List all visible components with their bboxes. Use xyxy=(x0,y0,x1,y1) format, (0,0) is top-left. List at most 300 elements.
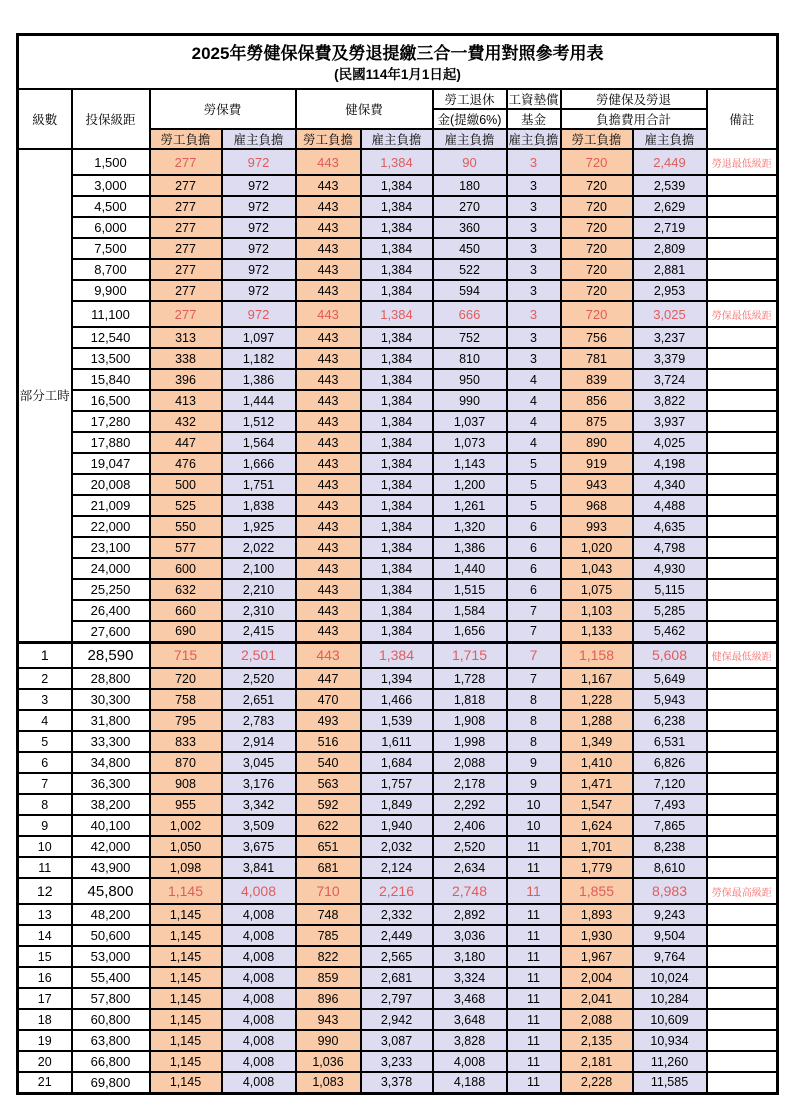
cell-health-employee: 443 xyxy=(296,642,361,668)
cell-health-employer: 1,849 xyxy=(361,794,433,815)
table-row xyxy=(18,327,778,348)
cell-labor-employee: 277 xyxy=(150,149,222,175)
cell-bracket: 45,800 xyxy=(72,878,150,904)
cell-health-employer: 1,384 xyxy=(361,537,433,558)
cell-remark xyxy=(707,857,778,878)
cell-wage-fund-employer: 6 xyxy=(507,537,561,558)
cell-bracket: 42,000 xyxy=(72,836,150,857)
cell-labor-employer: 2,783 xyxy=(222,710,296,731)
cell-bracket: 28,590 xyxy=(72,642,150,668)
cell-remark xyxy=(707,196,778,217)
col-header-total-employer: 雇主負擔 xyxy=(633,129,707,149)
cell-labor-employee: 277 xyxy=(150,259,222,280)
cell-health-employee: 443 xyxy=(296,453,361,474)
cell-total-employer: 2,881 xyxy=(633,259,707,280)
cell-total-employer: 4,798 xyxy=(633,537,707,558)
cell-remark xyxy=(707,474,778,495)
cell-labor-employee: 600 xyxy=(150,558,222,579)
cell-labor-employee: 1,145 xyxy=(150,1072,222,1093)
cell-bracket: 43,900 xyxy=(72,857,150,878)
cell-total-employee: 720 xyxy=(561,301,633,327)
cell-total-employer: 3,025 xyxy=(633,301,707,327)
cell-wage-fund-employer: 3 xyxy=(507,280,561,301)
cell-health-employer: 1,384 xyxy=(361,175,433,196)
col-header-remark: 備註 xyxy=(707,89,778,149)
cell-health-employer: 1,384 xyxy=(361,453,433,474)
cell-labor-employer: 3,342 xyxy=(222,794,296,815)
cell-total-employee: 1,103 xyxy=(561,600,633,621)
table-row xyxy=(18,904,778,925)
cell-labor-employee: 525 xyxy=(150,495,222,516)
cell-total-employee: 720 xyxy=(561,259,633,280)
cell-remark xyxy=(707,600,778,621)
cell-total-employer: 3,379 xyxy=(633,348,707,369)
cell-pension-employer: 2,088 xyxy=(433,752,507,773)
cell-level: 7 xyxy=(18,773,72,794)
cell-health-employee: 540 xyxy=(296,752,361,773)
cell-remark xyxy=(707,752,778,773)
cell-total-employee: 1,893 xyxy=(561,904,633,925)
cell-bracket: 24,000 xyxy=(72,558,150,579)
cell-bracket: 50,600 xyxy=(72,925,150,946)
cell-wage-fund-employer: 4 xyxy=(507,411,561,432)
cell-health-employee: 990 xyxy=(296,1030,361,1051)
cell-pension-employer: 2,292 xyxy=(433,794,507,815)
cell-health-employee: 443 xyxy=(296,175,361,196)
cell-bracket: 12,540 xyxy=(72,327,150,348)
cell-labor-employer: 3,841 xyxy=(222,857,296,878)
cell-total-employee: 720 xyxy=(561,149,633,175)
cell-bracket: 15,840 xyxy=(72,369,150,390)
cell-bracket: 33,300 xyxy=(72,731,150,752)
table-row xyxy=(18,558,778,579)
cell-bracket: 27,600 xyxy=(72,621,150,642)
table-row xyxy=(18,432,778,453)
col-header-wage-fund-line2: 基金 xyxy=(507,109,561,129)
cell-total-employer: 2,629 xyxy=(633,196,707,217)
table-row xyxy=(18,348,778,369)
cell-total-employee: 1,624 xyxy=(561,815,633,836)
table-row xyxy=(18,668,778,689)
cell-remark xyxy=(707,369,778,390)
cell-health-employee: 1,083 xyxy=(296,1072,361,1093)
cell-bracket: 28,800 xyxy=(72,668,150,689)
cell-pension-employer: 360 xyxy=(433,217,507,238)
cell-health-employee: 651 xyxy=(296,836,361,857)
cell-pension-employer: 1,261 xyxy=(433,495,507,516)
table-row xyxy=(18,878,778,904)
cell-total-employer: 7,865 xyxy=(633,815,707,836)
cell-bracket: 16,500 xyxy=(72,390,150,411)
cell-bracket: 31,800 xyxy=(72,710,150,731)
cell-pension-employer: 3,828 xyxy=(433,1030,507,1051)
cell-remark xyxy=(707,967,778,988)
cell-total-employer: 9,504 xyxy=(633,925,707,946)
cell-remark xyxy=(707,175,778,196)
cell-health-employer: 1,384 xyxy=(361,642,433,668)
cell-pension-employer: 4,188 xyxy=(433,1072,507,1093)
cell-total-employer: 4,635 xyxy=(633,516,707,537)
table-row xyxy=(18,301,778,327)
cell-wage-fund-employer: 11 xyxy=(507,904,561,925)
table-row xyxy=(18,579,778,600)
cell-bracket: 7,500 xyxy=(72,238,150,259)
cell-remark: 勞保最低級距 xyxy=(707,301,778,327)
cell-health-employee: 443 xyxy=(296,238,361,259)
cell-remark xyxy=(707,495,778,516)
cell-health-employer: 1,384 xyxy=(361,516,433,537)
cell-labor-employer: 1,666 xyxy=(222,453,296,474)
cell-pension-employer: 90 xyxy=(433,149,507,175)
cell-health-employer: 2,449 xyxy=(361,925,433,946)
cell-bracket: 11,100 xyxy=(72,301,150,327)
table-row xyxy=(18,836,778,857)
table-row xyxy=(18,495,778,516)
table-row xyxy=(18,1072,778,1093)
cell-labor-employee: 550 xyxy=(150,516,222,537)
table-row xyxy=(18,537,778,558)
cell-wage-fund-employer: 5 xyxy=(507,495,561,516)
col-header-total-employee: 勞工負擔 xyxy=(561,129,633,149)
cell-total-employer: 2,719 xyxy=(633,217,707,238)
cell-pension-employer: 1,818 xyxy=(433,689,507,710)
cell-pension-employer: 666 xyxy=(433,301,507,327)
cell-remark xyxy=(707,238,778,259)
cell-remark xyxy=(707,904,778,925)
cell-pension-employer: 1,908 xyxy=(433,710,507,731)
cell-total-employee: 1,288 xyxy=(561,710,633,731)
cell-wage-fund-employer: 3 xyxy=(507,238,561,259)
cell-labor-employer: 2,501 xyxy=(222,642,296,668)
table-row xyxy=(18,1009,778,1030)
cell-health-employer: 1,384 xyxy=(361,411,433,432)
cell-labor-employer: 2,415 xyxy=(222,621,296,642)
table-row xyxy=(18,689,778,710)
cell-pension-employer: 2,406 xyxy=(433,815,507,836)
cell-labor-employee: 500 xyxy=(150,474,222,495)
cell-total-employee: 756 xyxy=(561,327,633,348)
cell-labor-employee: 1,145 xyxy=(150,925,222,946)
cell-labor-employer: 3,509 xyxy=(222,815,296,836)
cell-bracket: 17,280 xyxy=(72,411,150,432)
cell-total-employer: 2,953 xyxy=(633,280,707,301)
cell-total-employee: 1,967 xyxy=(561,946,633,967)
cell-bracket: 21,009 xyxy=(72,495,150,516)
cell-pension-employer: 1,200 xyxy=(433,474,507,495)
cell-wage-fund-employer: 7 xyxy=(507,621,561,642)
table-row xyxy=(18,390,778,411)
cell-remark xyxy=(707,773,778,794)
table-row xyxy=(18,453,778,474)
table-row xyxy=(18,731,778,752)
cell-remark xyxy=(707,1072,778,1093)
cell-total-employer: 10,609 xyxy=(633,1009,707,1030)
cell-labor-employee: 1,145 xyxy=(150,878,222,904)
cell-total-employee: 720 xyxy=(561,238,633,259)
cell-labor-employer: 1,564 xyxy=(222,432,296,453)
table-body xyxy=(18,149,778,1093)
cell-labor-employee: 396 xyxy=(150,369,222,390)
cell-wage-fund-employer: 3 xyxy=(507,259,561,280)
cell-pension-employer: 950 xyxy=(433,369,507,390)
cell-labor-employer: 2,651 xyxy=(222,689,296,710)
cell-health-employee: 443 xyxy=(296,600,361,621)
cell-health-employer: 2,681 xyxy=(361,967,433,988)
cell-total-employee: 1,471 xyxy=(561,773,633,794)
cell-wage-fund-employer: 8 xyxy=(507,689,561,710)
cell-health-employer: 3,087 xyxy=(361,1030,433,1051)
cell-health-employee: 443 xyxy=(296,390,361,411)
cell-labor-employer: 1,512 xyxy=(222,411,296,432)
cell-remark xyxy=(707,259,778,280)
cell-health-employee: 443 xyxy=(296,579,361,600)
cell-health-employer: 2,332 xyxy=(361,904,433,925)
cell-labor-employer: 3,045 xyxy=(222,752,296,773)
table-row xyxy=(18,280,778,301)
cell-health-employee: 447 xyxy=(296,668,361,689)
cell-total-employee: 1,701 xyxy=(561,836,633,857)
cell-level: 4 xyxy=(18,710,72,731)
cell-remark xyxy=(707,794,778,815)
cell-wage-fund-employer: 5 xyxy=(507,453,561,474)
cell-remark xyxy=(707,710,778,731)
cell-bracket: 36,300 xyxy=(72,773,150,794)
cell-health-employee: 443 xyxy=(296,537,361,558)
cell-total-employer: 6,826 xyxy=(633,752,707,773)
cell-total-employee: 968 xyxy=(561,495,633,516)
cell-wage-fund-employer: 11 xyxy=(507,967,561,988)
cell-bracket: 63,800 xyxy=(72,1030,150,1051)
cell-total-employee: 1,075 xyxy=(561,579,633,600)
table-row xyxy=(18,259,778,280)
cell-level: 10 xyxy=(18,836,72,857)
cell-remark xyxy=(707,280,778,301)
cell-remark xyxy=(707,988,778,1009)
cell-pension-employer: 1,584 xyxy=(433,600,507,621)
cell-health-employer: 1,384 xyxy=(361,558,433,579)
cell-bracket: 40,100 xyxy=(72,815,150,836)
cell-wage-fund-employer: 11 xyxy=(507,836,561,857)
cell-labor-employee: 277 xyxy=(150,280,222,301)
cell-labor-employee: 795 xyxy=(150,710,222,731)
cell-bracket: 4,500 xyxy=(72,196,150,217)
cell-labor-employer: 1,386 xyxy=(222,369,296,390)
cell-labor-employee: 1,145 xyxy=(150,1009,222,1030)
cell-total-employer: 8,610 xyxy=(633,857,707,878)
cell-wage-fund-employer: 7 xyxy=(507,600,561,621)
cell-health-employer: 3,378 xyxy=(361,1072,433,1093)
cell-total-employer: 8,238 xyxy=(633,836,707,857)
cell-level: 21 xyxy=(18,1072,72,1093)
cell-remark xyxy=(707,558,778,579)
cell-health-employer: 1,384 xyxy=(361,390,433,411)
cell-labor-employee: 1,145 xyxy=(150,1051,222,1072)
cell-health-employer: 1,384 xyxy=(361,149,433,175)
cell-labor-employer: 2,100 xyxy=(222,558,296,579)
cell-total-employee: 1,167 xyxy=(561,668,633,689)
cell-bracket: 22,000 xyxy=(72,516,150,537)
table-row xyxy=(18,474,778,495)
cell-labor-employer: 2,310 xyxy=(222,600,296,621)
cell-bracket: 53,000 xyxy=(72,946,150,967)
cell-total-employer: 7,493 xyxy=(633,794,707,815)
cell-health-employee: 443 xyxy=(296,516,361,537)
cell-health-employee: 681 xyxy=(296,857,361,878)
cell-total-employer: 6,238 xyxy=(633,710,707,731)
cell-total-employer: 11,260 xyxy=(633,1051,707,1072)
cell-wage-fund-employer: 3 xyxy=(507,217,561,238)
cell-pension-employer: 3,324 xyxy=(433,967,507,988)
cell-pension-employer: 3,468 xyxy=(433,988,507,1009)
cell-remark xyxy=(707,453,778,474)
cell-pension-employer: 270 xyxy=(433,196,507,217)
cell-health-employee: 443 xyxy=(296,327,361,348)
cell-wage-fund-employer: 6 xyxy=(507,558,561,579)
cell-labor-employee: 715 xyxy=(150,642,222,668)
cell-total-employee: 856 xyxy=(561,390,633,411)
table-title-cell xyxy=(18,35,778,90)
table-row xyxy=(18,815,778,836)
cell-labor-employer: 4,008 xyxy=(222,967,296,988)
cell-remark xyxy=(707,432,778,453)
col-header-level: 級數 xyxy=(18,89,72,149)
cell-health-employer: 3,233 xyxy=(361,1051,433,1072)
cell-total-employer: 5,462 xyxy=(633,621,707,642)
cell-bracket: 8,700 xyxy=(72,259,150,280)
cell-labor-employee: 870 xyxy=(150,752,222,773)
cell-health-employee: 1,036 xyxy=(296,1051,361,1072)
cell-remark xyxy=(707,836,778,857)
cell-labor-employee: 313 xyxy=(150,327,222,348)
cell-bracket: 25,250 xyxy=(72,579,150,600)
cell-health-employee: 470 xyxy=(296,689,361,710)
cell-total-employee: 1,855 xyxy=(561,878,633,904)
cell-bracket: 34,800 xyxy=(72,752,150,773)
cell-bracket: 26,400 xyxy=(72,600,150,621)
cell-total-employee: 1,349 xyxy=(561,731,633,752)
cell-labor-employer: 972 xyxy=(222,301,296,327)
cell-remark: 勞退最低級距 xyxy=(707,149,778,175)
cell-total-employer: 3,724 xyxy=(633,369,707,390)
cell-remark xyxy=(707,390,778,411)
cell-labor-employee: 1,145 xyxy=(150,988,222,1009)
cell-bracket: 23,100 xyxy=(72,537,150,558)
cell-total-employer: 9,243 xyxy=(633,904,707,925)
cell-remark xyxy=(707,621,778,642)
cell-total-employee: 890 xyxy=(561,432,633,453)
cell-total-employee: 1,779 xyxy=(561,857,633,878)
cell-bracket: 55,400 xyxy=(72,967,150,988)
cell-total-employer: 6,531 xyxy=(633,731,707,752)
table-row xyxy=(18,1051,778,1072)
cell-total-employee: 720 xyxy=(561,196,633,217)
table-row xyxy=(18,988,778,1009)
cell-labor-employee: 413 xyxy=(150,390,222,411)
cell-health-employee: 443 xyxy=(296,149,361,175)
cell-labor-employee: 277 xyxy=(150,238,222,259)
cell-total-employee: 720 xyxy=(561,280,633,301)
cell-pension-employer: 3,180 xyxy=(433,946,507,967)
col-header-pension-employer: 雇主負擔 xyxy=(433,129,507,149)
cell-total-employer: 8,983 xyxy=(633,878,707,904)
cell-health-employer: 2,032 xyxy=(361,836,433,857)
cell-labor-employee: 632 xyxy=(150,579,222,600)
cell-total-employee: 781 xyxy=(561,348,633,369)
cell-wage-fund-employer: 3 xyxy=(507,301,561,327)
cell-labor-employee: 1,002 xyxy=(150,815,222,836)
cell-pension-employer: 3,648 xyxy=(433,1009,507,1030)
cell-health-employee: 443 xyxy=(296,259,361,280)
cell-health-employer: 1,384 xyxy=(361,474,433,495)
table-row xyxy=(18,773,778,794)
cell-wage-fund-employer: 6 xyxy=(507,579,561,600)
cell-bracket: 57,800 xyxy=(72,988,150,1009)
cell-wage-fund-employer: 11 xyxy=(507,946,561,967)
col-header-labor-insurance: 勞保費 xyxy=(150,89,296,129)
col-header-pension-line2: 金(提繳6%) xyxy=(433,109,507,129)
cell-labor-employee: 277 xyxy=(150,175,222,196)
cell-wage-fund-employer: 10 xyxy=(507,815,561,836)
cell-remark: 勞保最高級距 xyxy=(707,878,778,904)
cell-labor-employer: 972 xyxy=(222,259,296,280)
cell-bracket: 48,200 xyxy=(72,904,150,925)
cell-level: 16 xyxy=(18,967,72,988)
cell-total-employer: 9,764 xyxy=(633,946,707,967)
cell-wage-fund-employer: 11 xyxy=(507,857,561,878)
cell-labor-employer: 972 xyxy=(222,196,296,217)
cell-health-employer: 1,384 xyxy=(361,432,433,453)
cell-labor-employer: 972 xyxy=(222,217,296,238)
table-row xyxy=(18,600,778,621)
cell-wage-fund-employer: 11 xyxy=(507,925,561,946)
cell-health-employee: 443 xyxy=(296,348,361,369)
cell-level: 17 xyxy=(18,988,72,1009)
cell-labor-employee: 1,050 xyxy=(150,836,222,857)
cell-pension-employer: 2,748 xyxy=(433,878,507,904)
cell-pension-employer: 1,656 xyxy=(433,621,507,642)
cell-total-employer: 3,237 xyxy=(633,327,707,348)
cell-total-employee: 993 xyxy=(561,516,633,537)
fee-reference-table xyxy=(16,33,779,1095)
col-header-health-employer: 雇主負擔 xyxy=(361,129,433,149)
col-header-wage-fund-employer: 雇主負擔 xyxy=(507,129,561,149)
cell-labor-employer: 1,097 xyxy=(222,327,296,348)
cell-labor-employer: 1,182 xyxy=(222,348,296,369)
cell-wage-fund-employer: 9 xyxy=(507,752,561,773)
table-row xyxy=(18,369,778,390)
cell-total-employer: 4,025 xyxy=(633,432,707,453)
cell-total-employer: 10,284 xyxy=(633,988,707,1009)
cell-total-employee: 1,133 xyxy=(561,621,633,642)
cell-total-employee: 875 xyxy=(561,411,633,432)
cell-pension-employer: 2,634 xyxy=(433,857,507,878)
cell-total-employee: 2,228 xyxy=(561,1072,633,1093)
cell-health-employer: 1,940 xyxy=(361,815,433,836)
cell-level: 11 xyxy=(18,857,72,878)
cell-level: 5 xyxy=(18,731,72,752)
cell-wage-fund-employer: 4 xyxy=(507,390,561,411)
cell-labor-employer: 4,008 xyxy=(222,904,296,925)
table-row xyxy=(18,516,778,537)
cell-health-employee: 822 xyxy=(296,946,361,967)
cell-health-employer: 1,539 xyxy=(361,710,433,731)
cell-health-employer: 2,124 xyxy=(361,857,433,878)
cell-health-employer: 1,384 xyxy=(361,369,433,390)
cell-remark xyxy=(707,579,778,600)
cell-health-employee: 443 xyxy=(296,301,361,327)
table-row xyxy=(18,621,778,642)
cell-wage-fund-employer: 8 xyxy=(507,710,561,731)
